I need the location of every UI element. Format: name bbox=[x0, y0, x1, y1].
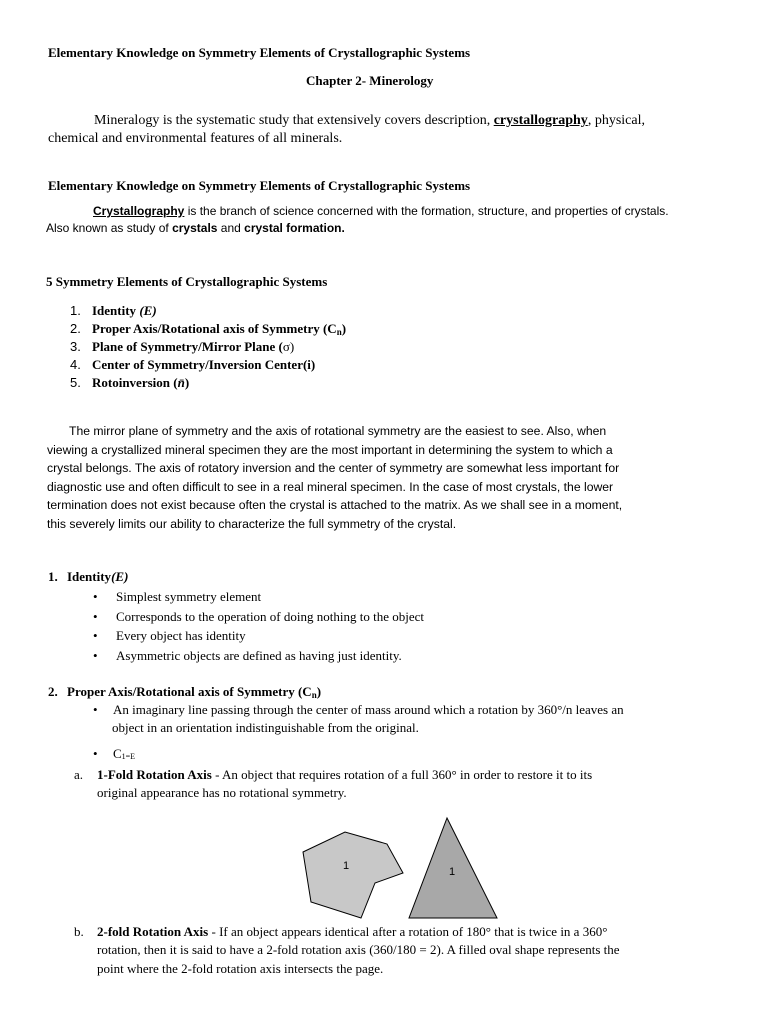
bullet-icon: • bbox=[93, 589, 98, 604]
sigma-symbol: σ bbox=[282, 339, 290, 354]
bullet-text: Corresponds to the operation of doing nothing to the object bbox=[116, 608, 424, 624]
identity-symbol: (E) bbox=[111, 569, 129, 584]
list-number: 4. bbox=[70, 357, 81, 372]
section-number: 1. bbox=[48, 569, 58, 584]
bullet-icon: • bbox=[93, 608, 98, 624]
section-label: Identity bbox=[67, 569, 112, 584]
list-item-label: Proper Axis/Rotational axis of Symmetry (C bbox=[92, 321, 337, 336]
crystallography-def-term: Crystallography bbox=[93, 204, 185, 218]
section-label: Proper Axis/Rotational axis of Symmetry (C bbox=[67, 684, 312, 699]
definition-crystals: crystals bbox=[172, 221, 218, 235]
c1-subscript: 1=E bbox=[121, 752, 136, 761]
elements-list bbox=[70, 302, 470, 392]
elements-heading: 5 Symmetry Elements of Crystallographic Systems bbox=[46, 274, 328, 289]
list-item-label: Center of Symmetry/Inversion Center(i) bbox=[92, 357, 316, 372]
list-item-close: ) bbox=[184, 375, 190, 390]
description-paragraph bbox=[47, 422, 727, 534]
identity-symbol: (E) bbox=[139, 303, 157, 318]
item-b-letter: b. bbox=[74, 924, 84, 939]
bullet-text: object in an orientation indistinguishable from the original. bbox=[112, 720, 419, 735]
triangle-label: 1 bbox=[449, 866, 456, 878]
polygon-label: 1 bbox=[343, 860, 350, 872]
definition-and: and bbox=[217, 221, 245, 235]
paragraph-line: crystal belongs. The axis of rotatory inversion and the center of symmetry are somewhat less important for bbox=[47, 461, 620, 476]
item-a-letter: a. bbox=[74, 767, 84, 782]
document-title: Elementary Knowledge on Symmetry Elements of Crystallographic Systems bbox=[48, 45, 471, 60]
paragraph-line: viewing a crystallized mineral specimen they are the most important in determining the system to which a bbox=[47, 442, 613, 457]
list-number: 3. bbox=[70, 339, 81, 354]
c1-symbol: C bbox=[113, 746, 122, 761]
proper-axis-bullet-1 bbox=[93, 701, 723, 737]
bullet-text: Simplest symmetry element bbox=[116, 589, 262, 604]
bullet-text: An imaginary line passing through the center of mass around which a rotation by 360°/n leaves an bbox=[113, 702, 624, 717]
list-item-close: ) bbox=[341, 321, 347, 336]
bullet-icon: • bbox=[93, 702, 98, 717]
bullet-icon: • bbox=[93, 746, 98, 761]
item-b-term: 2-fold Rotation Axis bbox=[97, 924, 209, 939]
paragraph-line: termination does not exist because often the crystal is attached to the matrix. As we shall see in a moment, bbox=[47, 498, 623, 513]
item-a-line2: original appearance has no rotational symmetry. bbox=[97, 785, 347, 800]
item-a-text bbox=[97, 766, 721, 784]
rotation-axis-figure bbox=[295, 815, 505, 920]
definition-also-known: Also known as study of bbox=[46, 221, 173, 235]
elements-list-item-5 bbox=[70, 374, 470, 392]
chapter-heading: Chapter 2- Minerology bbox=[306, 73, 434, 88]
section-heading: Elementary Knowledge on Symmetry Elements of Crystallographic Systems bbox=[48, 178, 471, 193]
definition-crystal-formation: crystal formation. bbox=[244, 221, 345, 235]
paragraph-line: The mirror plane of symmetry and the axis of rotational symmetry are the easiest to see. Also, when bbox=[69, 424, 607, 438]
elements-list-item-2 bbox=[70, 320, 470, 338]
identity-heading bbox=[48, 568, 128, 586]
list-item-close: ) bbox=[289, 339, 295, 354]
list-number: 1. bbox=[70, 303, 81, 318]
elements-list-item-4 bbox=[70, 356, 470, 374]
item-a-term: 1-Fold Rotation Axis bbox=[97, 767, 212, 782]
list-item-label: Identity bbox=[92, 303, 140, 318]
bullet-text: Every object has identity bbox=[116, 628, 246, 643]
elements-list-item-1 bbox=[70, 302, 470, 320]
section-close: ) bbox=[316, 684, 322, 699]
bullet-icon: • bbox=[93, 628, 98, 643]
item-b-text bbox=[97, 923, 721, 941]
proper-axis-bullet-2 bbox=[93, 745, 135, 766]
list-number: 2. bbox=[70, 321, 81, 336]
rotoinversion-symbol: n̄ bbox=[177, 375, 185, 390]
bullet-icon: • bbox=[93, 647, 98, 663]
intro-text-post: , physical, bbox=[587, 113, 645, 128]
intro-text-pre: Mineralogy is the systematic study that extensively covers description, bbox=[94, 113, 491, 128]
intro-paragraph bbox=[48, 111, 719, 130]
list-item-label: Plane of Symmetry/Mirror Plane ( bbox=[92, 339, 283, 354]
paragraph-line: diagnostic use and often difficult to see in a real mineral specimen. In the case of most crystals, the lower bbox=[47, 479, 614, 494]
elements-list-item-3 bbox=[70, 338, 470, 356]
item-b-line1: - If an object appears identical after a rotation of 180° that is twice in a 360° bbox=[208, 924, 608, 939]
crystallography-definition-line1 bbox=[93, 203, 669, 220]
item-b-line2: rotation, then it is said to have a 2-fold rotation axis (360/180 = 2). A filled oval shape represents the bbox=[97, 942, 620, 957]
paragraph-line: this severely limits our ability to characterize the full symmetry of the crystal. bbox=[47, 516, 457, 531]
crystallography-definition-line2 bbox=[46, 220, 345, 237]
bullet-text: Asymmetric objects are defined as having just identity. bbox=[116, 647, 402, 663]
list-item-label: Rotoinversion ( bbox=[92, 375, 178, 390]
subscript-n: n bbox=[311, 690, 317, 700]
item-a-line1: - An object that requires rotation of a full 360° in order to restore it to its bbox=[211, 767, 593, 782]
subscript-n: n bbox=[336, 327, 342, 337]
section-number: 2. bbox=[48, 684, 58, 699]
polygon-shape bbox=[303, 832, 403, 918]
item-b-line3: point where the 2-fold rotation axis intersects the page. bbox=[97, 961, 384, 976]
intro-line-2: chemical and environmental features of all minerals. bbox=[48, 131, 343, 146]
crystallography-term: crystallography bbox=[493, 113, 588, 128]
list-number: 5. bbox=[70, 375, 81, 390]
crystallography-def-text: is the branch of science concerned with the formation, structure, and properties of crystals. bbox=[184, 204, 669, 218]
